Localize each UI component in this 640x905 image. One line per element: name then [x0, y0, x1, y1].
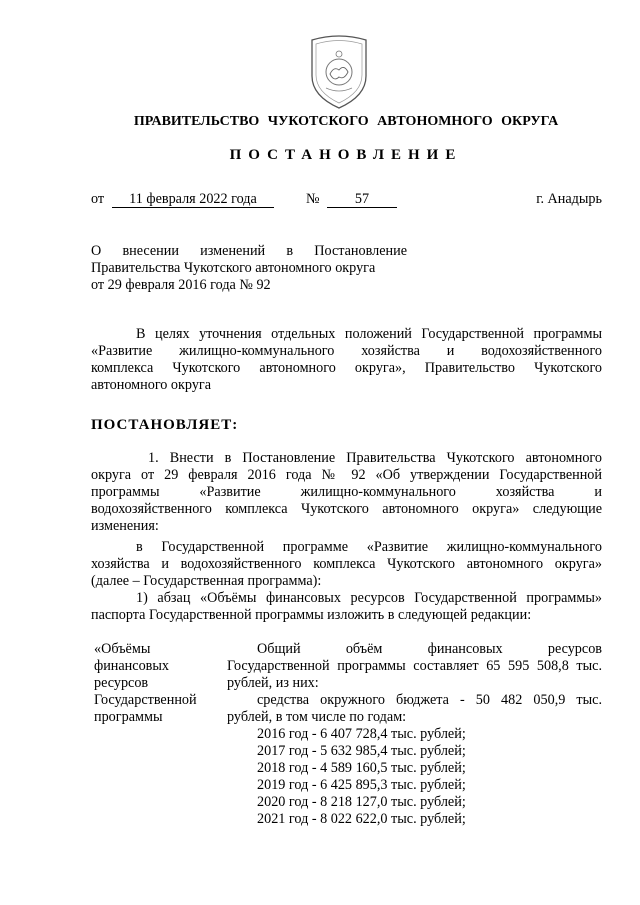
preamble-paragraph: [91, 326, 602, 394]
preamble-line: «Развитие жилищно-коммунального хозяйства и водохозяйственного: [91, 343, 602, 359]
item-3-line: паспорта Государственной программы изложить в следующей редакции:: [91, 607, 532, 623]
document-type-title: ПОСТАНОВЛЕНИЕ: [229, 147, 463, 163]
government-title: ПРАВИТЕЛЬСТВО ЧУКОТСКОГО АВТОНОМНОГО ОКРУГА: [133, 114, 559, 129]
item-2-paragraph: [91, 539, 602, 590]
year-amount-line: 2020 год - 8 218 127,0 тыс. рублей;: [257, 794, 466, 810]
year-amount-line: 2021 год - 8 022 622,0 тыс. рублей;: [257, 811, 466, 827]
item-2-line: хозяйства и водохозяйственного комплекса Чукотского автономного округа»: [91, 556, 602, 572]
subject-line: от 29 февраля 2016 года № 92: [91, 277, 271, 293]
coat-of-arms-emblem: [304, 30, 374, 112]
subject-line: Правительства Чукотского автономного округа: [91, 260, 376, 276]
financing-label-column: [94, 641, 219, 726]
number-label: №: [306, 191, 320, 207]
item-1-line: изменения:: [91, 518, 159, 534]
item-1-line: водохозяйственного комплекса Чукотского автономного округа» следующие: [91, 501, 602, 517]
item-2-line: (далее – Государственная программа):: [91, 573, 322, 589]
financing-label-line: финансовых: [94, 658, 169, 674]
item-1-line: 1. Внести в Постановление Правительства Чукотского автономного: [148, 450, 602, 466]
budget-line: рублей, в том числе по годам:: [227, 709, 407, 725]
financing-label-line: программы: [94, 709, 163, 725]
year-amount-line: 2017 год - 5 632 985,4 тыс. рублей;: [257, 743, 466, 759]
year-amount-line: 2016 год - 6 407 728,4 тыс. рублей;: [257, 726, 466, 742]
item-3-line: 1) абзац «Объёмы финансовых ресурсов Государственной программы»: [136, 590, 602, 606]
preamble-line: комплекса Чукотского автономного округа», Правительство Чукотского: [91, 360, 602, 376]
document-number: 57: [327, 191, 397, 208]
preamble-line: В целях уточнения отдельных положений Государственной программы: [136, 326, 602, 342]
preamble-line: автономного округа: [91, 377, 212, 393]
item-1-line: программы «Развитие жилищно-коммунального хозяйства и: [91, 484, 602, 500]
item-1-line: округа от 29 февраля 2016 года № 92 «Об утверждении Государственной: [91, 467, 602, 483]
budget-line: средства окружного бюджета - 50 482 050,9 тыс.: [257, 692, 602, 708]
resolves-heading: ПОСТАНОВЛЯЕТ:: [91, 417, 239, 433]
financing-intro-line: Государственной программы составляет 65 595 508,8 тыс.: [227, 658, 602, 674]
item-1-paragraph: [91, 450, 602, 535]
item-3-paragraph: [91, 590, 602, 624]
city-name: г. Анадырь: [536, 191, 602, 207]
financing-label-line: Государственной: [94, 692, 197, 708]
year-amount-line: 2019 год - 6 425 895,3 тыс. рублей;: [257, 777, 466, 793]
document-date: 11 февраля 2022 года: [112, 191, 274, 208]
financing-intro-line: Общий объём финансовых ресурсов: [257, 641, 602, 657]
financing-label-line: ресурсов: [94, 675, 149, 691]
item-2-line: в Государственной программе «Развитие жилищно-коммунального: [136, 539, 602, 555]
financing-label-line: «Объёмы: [94, 641, 151, 657]
financing-intro-line: рублей, из них:: [227, 675, 319, 691]
year-amount-line: 2018 год - 4 589 160,5 тыс. рублей;: [257, 760, 466, 776]
subject-line: О внесении изменений в Постановление: [91, 243, 407, 259]
document-subject: [91, 243, 407, 294]
financing-value-column: [227, 641, 602, 828]
date-prefix: от: [91, 191, 105, 207]
